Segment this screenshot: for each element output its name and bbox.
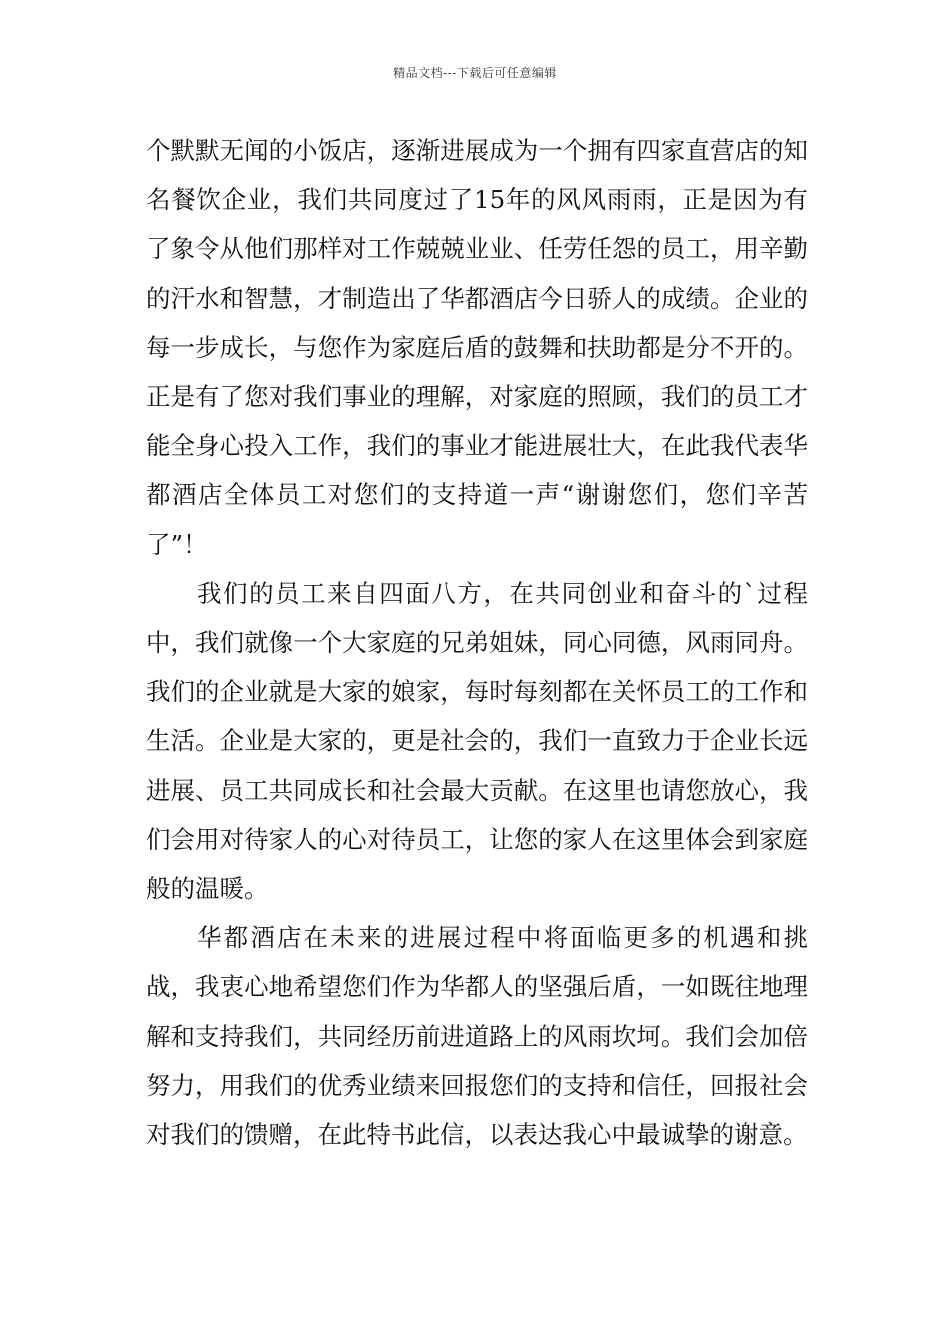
page-header: 精品文档---下载后可任意编辑: [393, 66, 557, 80]
document-body: [146, 126, 808, 1159]
paragraph-continued: 个默默无闻的小饭店，逐渐进展成为一个拥有四家直营店的知名餐饮企业，我们共同度过了15年的风风雨雨，正是因为有了象令从他们那样对工作兢兢业业、任劳任怨的员工，用辛勤的汗水和智慧，才制造出了华都酒店今日骄人的成绩。企业的每一步成长，与您作为家庭后盾的鼓舞和扶助都是分不开的。正是有了您对我们事业的理解，对家庭的照顾，我们的员工才能全身心投入工作，我们的事业才能进展壮大，在此我代表华都酒店全体员工对您们的支持道一声“谢谢您们，您们辛苦了”！: [146, 136, 808, 559]
paragraph-employees: 我们的员工来自四面八方，在共同创业和奋斗的`过程中，我们就像一个大家庭的兄弟姐妹，同心同德，风雨同舟。我们的企业就是大家的娘家，每时每刻都在关怀员工的工作和生活。企业是大家的，更是社会的，我们一直致力于企业长远进展、员工共同成长和社会最大贡献。在这里也请您放心，我们会用对待家人的心对待员工，让您的家人在这里体会到家庭般的温暖。: [146, 578, 808, 904]
paragraph-future: 华都酒店在未来的进展过程中将面临更多的机遇和挑战，我衷心地希望您们作为华都人的坚强后盾，一如既往地理解和支持我们，共同经历前进道路上的风雨坎坷。我们会加倍努力，用我们的优秀业绩来回报您们的支持和信任，回报社会对我们的馈赠，在此特书此信，以表达我心中最诚挚的谢意。: [146, 923, 808, 1150]
